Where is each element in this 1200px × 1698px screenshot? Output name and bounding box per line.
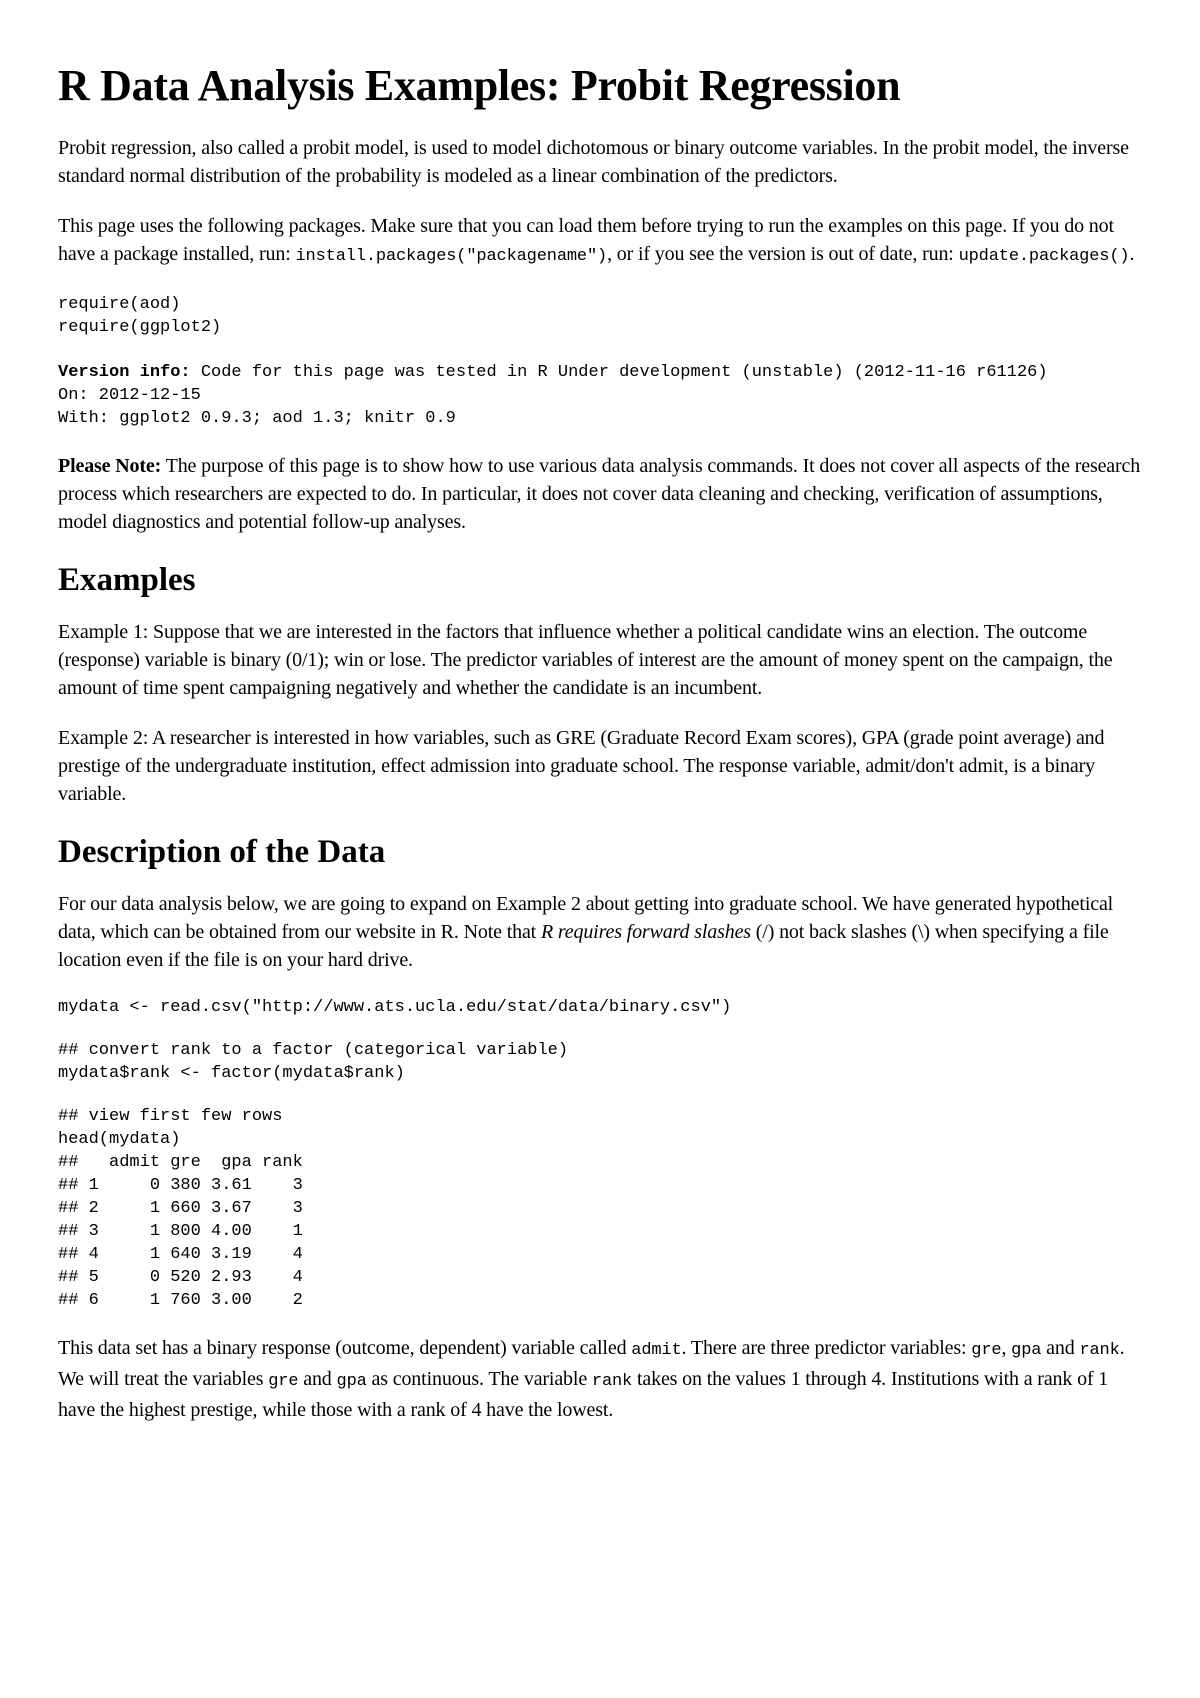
read-csv-code-block: mydata <- read.csv("http://www.ats.ucla.edu/stat/data/binary.csv") xyxy=(58,998,732,1017)
gre-code: gre xyxy=(971,1341,1002,1360)
factor-code-block: ## convert rank to a factor (categorical variable) mydata$rank <- factor(mydata$rank) xyxy=(58,1041,569,1083)
summary-paragraph xyxy=(58,1334,1148,1424)
summary-text: takes on the values 1 through 4. Institutions with a rank of 1 have the highest prestige, while those with a rank of 4 have the lowest. xyxy=(58,1368,1109,1421)
intro-paragraph: Probit regression, also called a probit model, is used to model dichotomous or binary outcome variables. In the probit model, the inverse standard normal distribution of the probability is modeled as a linear combination of the predictors. xyxy=(58,137,1129,187)
packages-text-3: . xyxy=(1129,243,1135,265)
summary-text: . There are three predictor variables: xyxy=(681,1337,972,1359)
please-note-label: Please Note: xyxy=(58,455,162,477)
install-packages-code: install.packages("packagename") xyxy=(295,247,608,266)
description-heading: Description of the Data xyxy=(58,834,386,870)
summary-text: , xyxy=(1001,1337,1012,1359)
admit-code: admit xyxy=(631,1341,682,1360)
gpa-code: gpa xyxy=(336,1372,367,1391)
please-note-paragraph xyxy=(58,452,1148,536)
version-info-text: Code for this page was tested in R Under development (unstable) (2012-11-16 r61126) On: 2012-12-15 With: ggplot2 0.9.3; aod 1.3; knitr 0.9 xyxy=(58,363,1048,428)
version-info-label: Version info: xyxy=(58,363,191,382)
summary-text: . We will treat the variables xyxy=(58,1337,1125,1390)
rank-code: rank xyxy=(1079,1341,1120,1360)
description-paragraph xyxy=(58,890,1148,974)
examples-heading: Examples xyxy=(58,562,196,598)
require-code-block: require(aod) require(ggplot2) xyxy=(58,295,222,337)
please-note-text: The purpose of this page is to show how to use various data analysis commands. It does not cover all aspects of the research process which researchers are expected to do. In particular, it does not cover data cleaning and checking, verification of assumptions, model diagnostics and potential follow-up analyses. xyxy=(58,455,1141,533)
description-text-2: (/) not back slashes (\) when specifying a file location even if the file is on your hard drive. xyxy=(58,921,1109,971)
page-title: R Data Analysis Examples: Probit Regression xyxy=(58,61,901,110)
packages-text-1: This page uses the following packages. Make sure that you can load them before trying to run the examples on this page. If you do not have a package installed, run: xyxy=(58,215,1114,265)
version-info-block xyxy=(58,361,1148,430)
summary-text: and xyxy=(1041,1337,1080,1359)
description-text-1: For our data analysis below, we are going to expand on Example 2 about getting into graduate school. We have generated hypothetical data, which can be obtained from our website in R. Note that xyxy=(58,893,1114,943)
gre-code: gre xyxy=(268,1372,299,1391)
description-emphasis: R requires forward slashes xyxy=(540,921,751,943)
packages-text-2: , or if you see the version is out of date, run: xyxy=(607,243,959,265)
head-output-code-block: ## view first few rows head(mydata) ## admit gre gpa rank ## 1 0 380 3.61 3 ## 2 1 660 3.67 3 ## 3 1 800 4.00 1 ## 4 1 640 3.19 4 ## 5 0 520 2.93 4 ## 6 1 760 3.00 2 xyxy=(58,1107,303,1310)
gpa-code: gpa xyxy=(1011,1341,1042,1360)
summary-text: and xyxy=(298,1368,337,1390)
update-packages-code: update.packages() xyxy=(958,247,1130,266)
rank-code: rank xyxy=(591,1372,633,1391)
summary-text: as continuous. The variable xyxy=(366,1368,592,1390)
example-1-paragraph: Example 1: Suppose that we are interested in the factors that influence whether a political candidate wins an election. The outcome (response) variable is binary (0/1); win or lose. The predictor variables of interest are the amount of money spent on the campaign, the amount of time spent campaigning negatively and whether the candidate is an incumbent. xyxy=(58,621,1113,699)
packages-paragraph xyxy=(58,212,1148,271)
summary-text: This data set has a binary response (outcome, dependent) variable called xyxy=(58,1337,632,1359)
example-2-paragraph: Example 2: A researcher is interested in how variables, such as GRE (Graduate Record Exam scores), GPA (grade point average) and prestige of the undergraduate institution, effect admission into graduate school. The response variable, admit/don't admit, is a binary variable. xyxy=(58,727,1105,805)
